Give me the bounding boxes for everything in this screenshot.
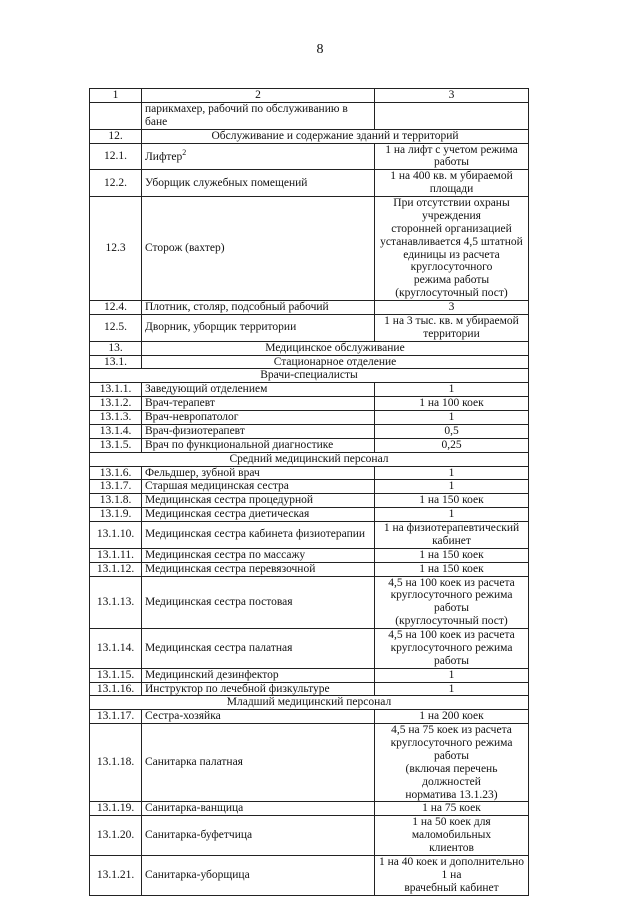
subsection-title: Врачи-специалисты xyxy=(90,369,529,383)
row-number: 12.1. xyxy=(90,143,142,170)
position-name xyxy=(142,522,375,549)
row-number: 13.1.15. xyxy=(90,668,142,682)
staffing-norm: 1 на 150 коек xyxy=(375,494,529,508)
subsection-title: Средний медицинский персонал xyxy=(90,452,529,466)
staffing-norm: 4,5 на 100 коек из расчета круглосуточного режима работы xyxy=(375,629,529,669)
position-name-text: Санитарка-уборщица xyxy=(145,868,250,881)
table-row xyxy=(90,562,529,576)
section-number: 13. xyxy=(90,341,142,355)
staffing-norm: 1 xyxy=(375,668,529,682)
subsection-row xyxy=(90,696,529,710)
position-name xyxy=(142,102,375,129)
footnote-mark: 2 xyxy=(182,148,187,158)
section-number: 12. xyxy=(90,129,142,143)
position-name-text: парикмахер, рабочий по обслуживанию в бане xyxy=(145,102,348,128)
position-name-text: Медицинская сестра процедурной xyxy=(145,494,314,507)
staffing-norm: 0,25 xyxy=(375,438,529,452)
position-name xyxy=(142,668,375,682)
staffing-norm: 0,5 xyxy=(375,424,529,438)
position-name xyxy=(142,855,375,895)
row-number: 13.1.21. xyxy=(90,855,142,895)
position-name-text: Санитарка-буфетчица xyxy=(145,829,253,842)
position-name-text: Медицинская сестра диетическая xyxy=(145,508,310,521)
staffing-norms-table xyxy=(89,88,529,896)
section-row xyxy=(90,341,529,355)
position-name-text: Врач-невропатолог xyxy=(145,411,239,423)
position-name-text: Медицинская сестра постовая xyxy=(145,595,293,608)
table-row xyxy=(90,424,529,438)
position-name-text: Медицинская сестра по массажу xyxy=(145,548,306,561)
staffing-norm: 3 xyxy=(375,301,529,315)
table-row xyxy=(90,197,529,301)
position-name-text: Старшая медицинская сестра xyxy=(145,480,289,493)
row-number xyxy=(90,102,142,129)
position-name-text: Врач-терапевт xyxy=(145,397,215,410)
row-number: 13.1.6. xyxy=(90,466,142,480)
staffing-norm: 1 на 3 тыс. кв. м убираемой территории xyxy=(375,314,529,341)
position-name-text: Врач по функциональной диагностике xyxy=(145,438,334,451)
staffing-norm: 1 xyxy=(375,508,529,522)
header-cell: 2 xyxy=(142,89,375,103)
position-name xyxy=(142,724,375,802)
position-name xyxy=(142,411,375,425)
table-row xyxy=(90,397,529,411)
position-name-text: Медицинский дезинфектор xyxy=(145,668,279,681)
staffing-norm: 1 на 150 коек xyxy=(375,562,529,576)
position-name xyxy=(142,576,375,629)
row-number: 13.1.14. xyxy=(90,629,142,669)
section-row xyxy=(90,129,529,143)
row-number: 13.1.20. xyxy=(90,816,142,856)
staffing-norm: При отсутствии охраны учреждения сторонней организацией устанавливается 4,5 штатной единицы из расчета круглосуточного режима работы (круглосуточный пост) xyxy=(375,197,529,301)
position-name xyxy=(142,143,375,170)
position-name-text: Сторож (вахтер) xyxy=(145,242,225,255)
staffing-norm: 1 xyxy=(375,480,529,494)
staffing-norm: 1 на 150 коек xyxy=(375,548,529,562)
header-cell: 3 xyxy=(375,89,529,103)
section-title: Обслуживание и содержание зданий и территорий xyxy=(142,129,529,143)
row-number: 13.1.4. xyxy=(90,424,142,438)
staffing-norm: 1 xyxy=(375,411,529,425)
position-name xyxy=(142,170,375,197)
table-row xyxy=(90,522,529,549)
position-name xyxy=(142,301,375,315)
row-number: 13.1.16. xyxy=(90,682,142,696)
staffing-norm: 1 на 200 коек xyxy=(375,710,529,724)
table-row xyxy=(90,102,529,129)
row-number: 12.3 xyxy=(90,197,142,301)
staffing-norm: 1 на лифт с учетом режима работы xyxy=(375,143,529,170)
header-cell: 1 xyxy=(90,89,142,103)
position-name-text: Медицинская сестра кабинета физиотерапии xyxy=(145,528,366,541)
page-number: 8 xyxy=(316,42,324,57)
table-row xyxy=(90,480,529,494)
table-row xyxy=(90,383,529,397)
position-name xyxy=(142,682,375,696)
position-name xyxy=(142,629,375,669)
position-name-text: Заведующий отделением xyxy=(145,383,268,396)
table-row xyxy=(90,629,529,669)
subsection-row xyxy=(90,452,529,466)
position-name-text: Инструктор по лечебной физкультуре xyxy=(145,682,330,695)
row-number: 13.1.19. xyxy=(90,802,142,816)
table-row xyxy=(90,411,529,425)
row-number: 13.1.9. xyxy=(90,508,142,522)
staffing-norm: 1 на 100 коек xyxy=(375,397,529,411)
row-number: 13.1.5. xyxy=(90,438,142,452)
staffing-norm: 1 xyxy=(375,682,529,696)
section-number: 13.1. xyxy=(90,355,142,369)
position-name-text: Уборщик служебных помещений xyxy=(145,176,308,189)
position-name xyxy=(142,466,375,480)
position-name xyxy=(142,424,375,438)
position-name-text: Сестра-хозяйка xyxy=(145,710,221,723)
table-row xyxy=(90,466,529,480)
table-row xyxy=(90,816,529,856)
position-name xyxy=(142,438,375,452)
row-number: 12.2. xyxy=(90,170,142,197)
row-number: 13.1.2. xyxy=(90,397,142,411)
position-name-text: Медицинская сестра перевязочной xyxy=(145,562,316,575)
position-name xyxy=(142,383,375,397)
staffing-norm: 1 xyxy=(375,383,529,397)
row-number: 13.1.10. xyxy=(90,522,142,549)
staffing-norm: 4,5 на 100 коек из расчета круглосуточного режима работы (круглосуточный пост) xyxy=(375,576,529,629)
row-number: 12.5. xyxy=(90,314,142,341)
row-number: 13.1.13. xyxy=(90,576,142,629)
table-row xyxy=(90,724,529,802)
table-row xyxy=(90,301,529,315)
position-name xyxy=(142,480,375,494)
staffing-norm: 1 xyxy=(375,466,529,480)
table-row xyxy=(90,548,529,562)
row-number: 13.1.7. xyxy=(90,480,142,494)
table-row xyxy=(90,508,529,522)
staffing-norm: 4,5 на 75 коек из расчета круглосуточного режима работы (включая перечень должностей норматива 13.1.23) xyxy=(375,724,529,802)
section-title: Стационарное отделение xyxy=(142,355,529,369)
table-row xyxy=(90,855,529,895)
table-row xyxy=(90,438,529,452)
table-row xyxy=(90,143,529,170)
table-row xyxy=(90,802,529,816)
position-name xyxy=(142,314,375,341)
table-row xyxy=(90,668,529,682)
table-header-row xyxy=(90,89,529,103)
staffing-norm: 1 на физиотерапевтический кабинет xyxy=(375,522,529,549)
position-name xyxy=(142,562,375,576)
position-name-text: Медицинская сестра палатная xyxy=(145,641,293,654)
staffing-norm: 1 на 75 коек xyxy=(375,802,529,816)
position-name xyxy=(142,710,375,724)
position-name-text: Плотник, столяр, подсобный рабочий xyxy=(145,301,329,313)
position-name-text: Дворник, уборщик территории xyxy=(145,321,297,334)
position-name-text: Фельдшер, зубной врач xyxy=(145,466,260,479)
table-row xyxy=(90,314,529,341)
subsection-title: Младший медицинский персонал xyxy=(90,696,529,710)
table-row xyxy=(90,682,529,696)
table-row xyxy=(90,494,529,508)
table-row xyxy=(90,576,529,629)
section-title: Медицинское обслуживание xyxy=(142,341,529,355)
row-number: 13.1.8. xyxy=(90,494,142,508)
position-name-text: Санитарка палатная xyxy=(145,756,243,769)
row-number: 13.1.1. xyxy=(90,383,142,397)
staffing-norm: 1 на 400 кв. м убираемой площади xyxy=(375,170,529,197)
section-row xyxy=(90,355,529,369)
position-name xyxy=(142,494,375,508)
subsection-row xyxy=(90,369,529,383)
position-name-text: Врач-физиотерапевт xyxy=(145,424,245,437)
position-name xyxy=(142,816,375,856)
position-name xyxy=(142,197,375,301)
staffing-norm xyxy=(375,102,529,129)
position-name xyxy=(142,397,375,411)
table-row xyxy=(90,170,529,197)
row-number: 12.4. xyxy=(90,301,142,315)
table-row xyxy=(90,710,529,724)
staffing-norm: 1 на 40 коек и дополнительно 1 на врачебный кабинет xyxy=(375,855,529,895)
position-name xyxy=(142,508,375,522)
row-number: 13.1.18. xyxy=(90,724,142,802)
row-number: 13.1.3. xyxy=(90,411,142,425)
position-name xyxy=(142,548,375,562)
row-number: 13.1.11. xyxy=(90,548,142,562)
staffing-norm: 1 на 50 коек для маломобильных клиентов xyxy=(375,816,529,856)
row-number: 13.1.12. xyxy=(90,562,142,576)
position-name-text: Лифтер xyxy=(145,150,183,163)
row-number: 13.1.17. xyxy=(90,710,142,724)
position-name-text: Санитарка-ванщица xyxy=(145,802,244,815)
position-name xyxy=(142,802,375,816)
